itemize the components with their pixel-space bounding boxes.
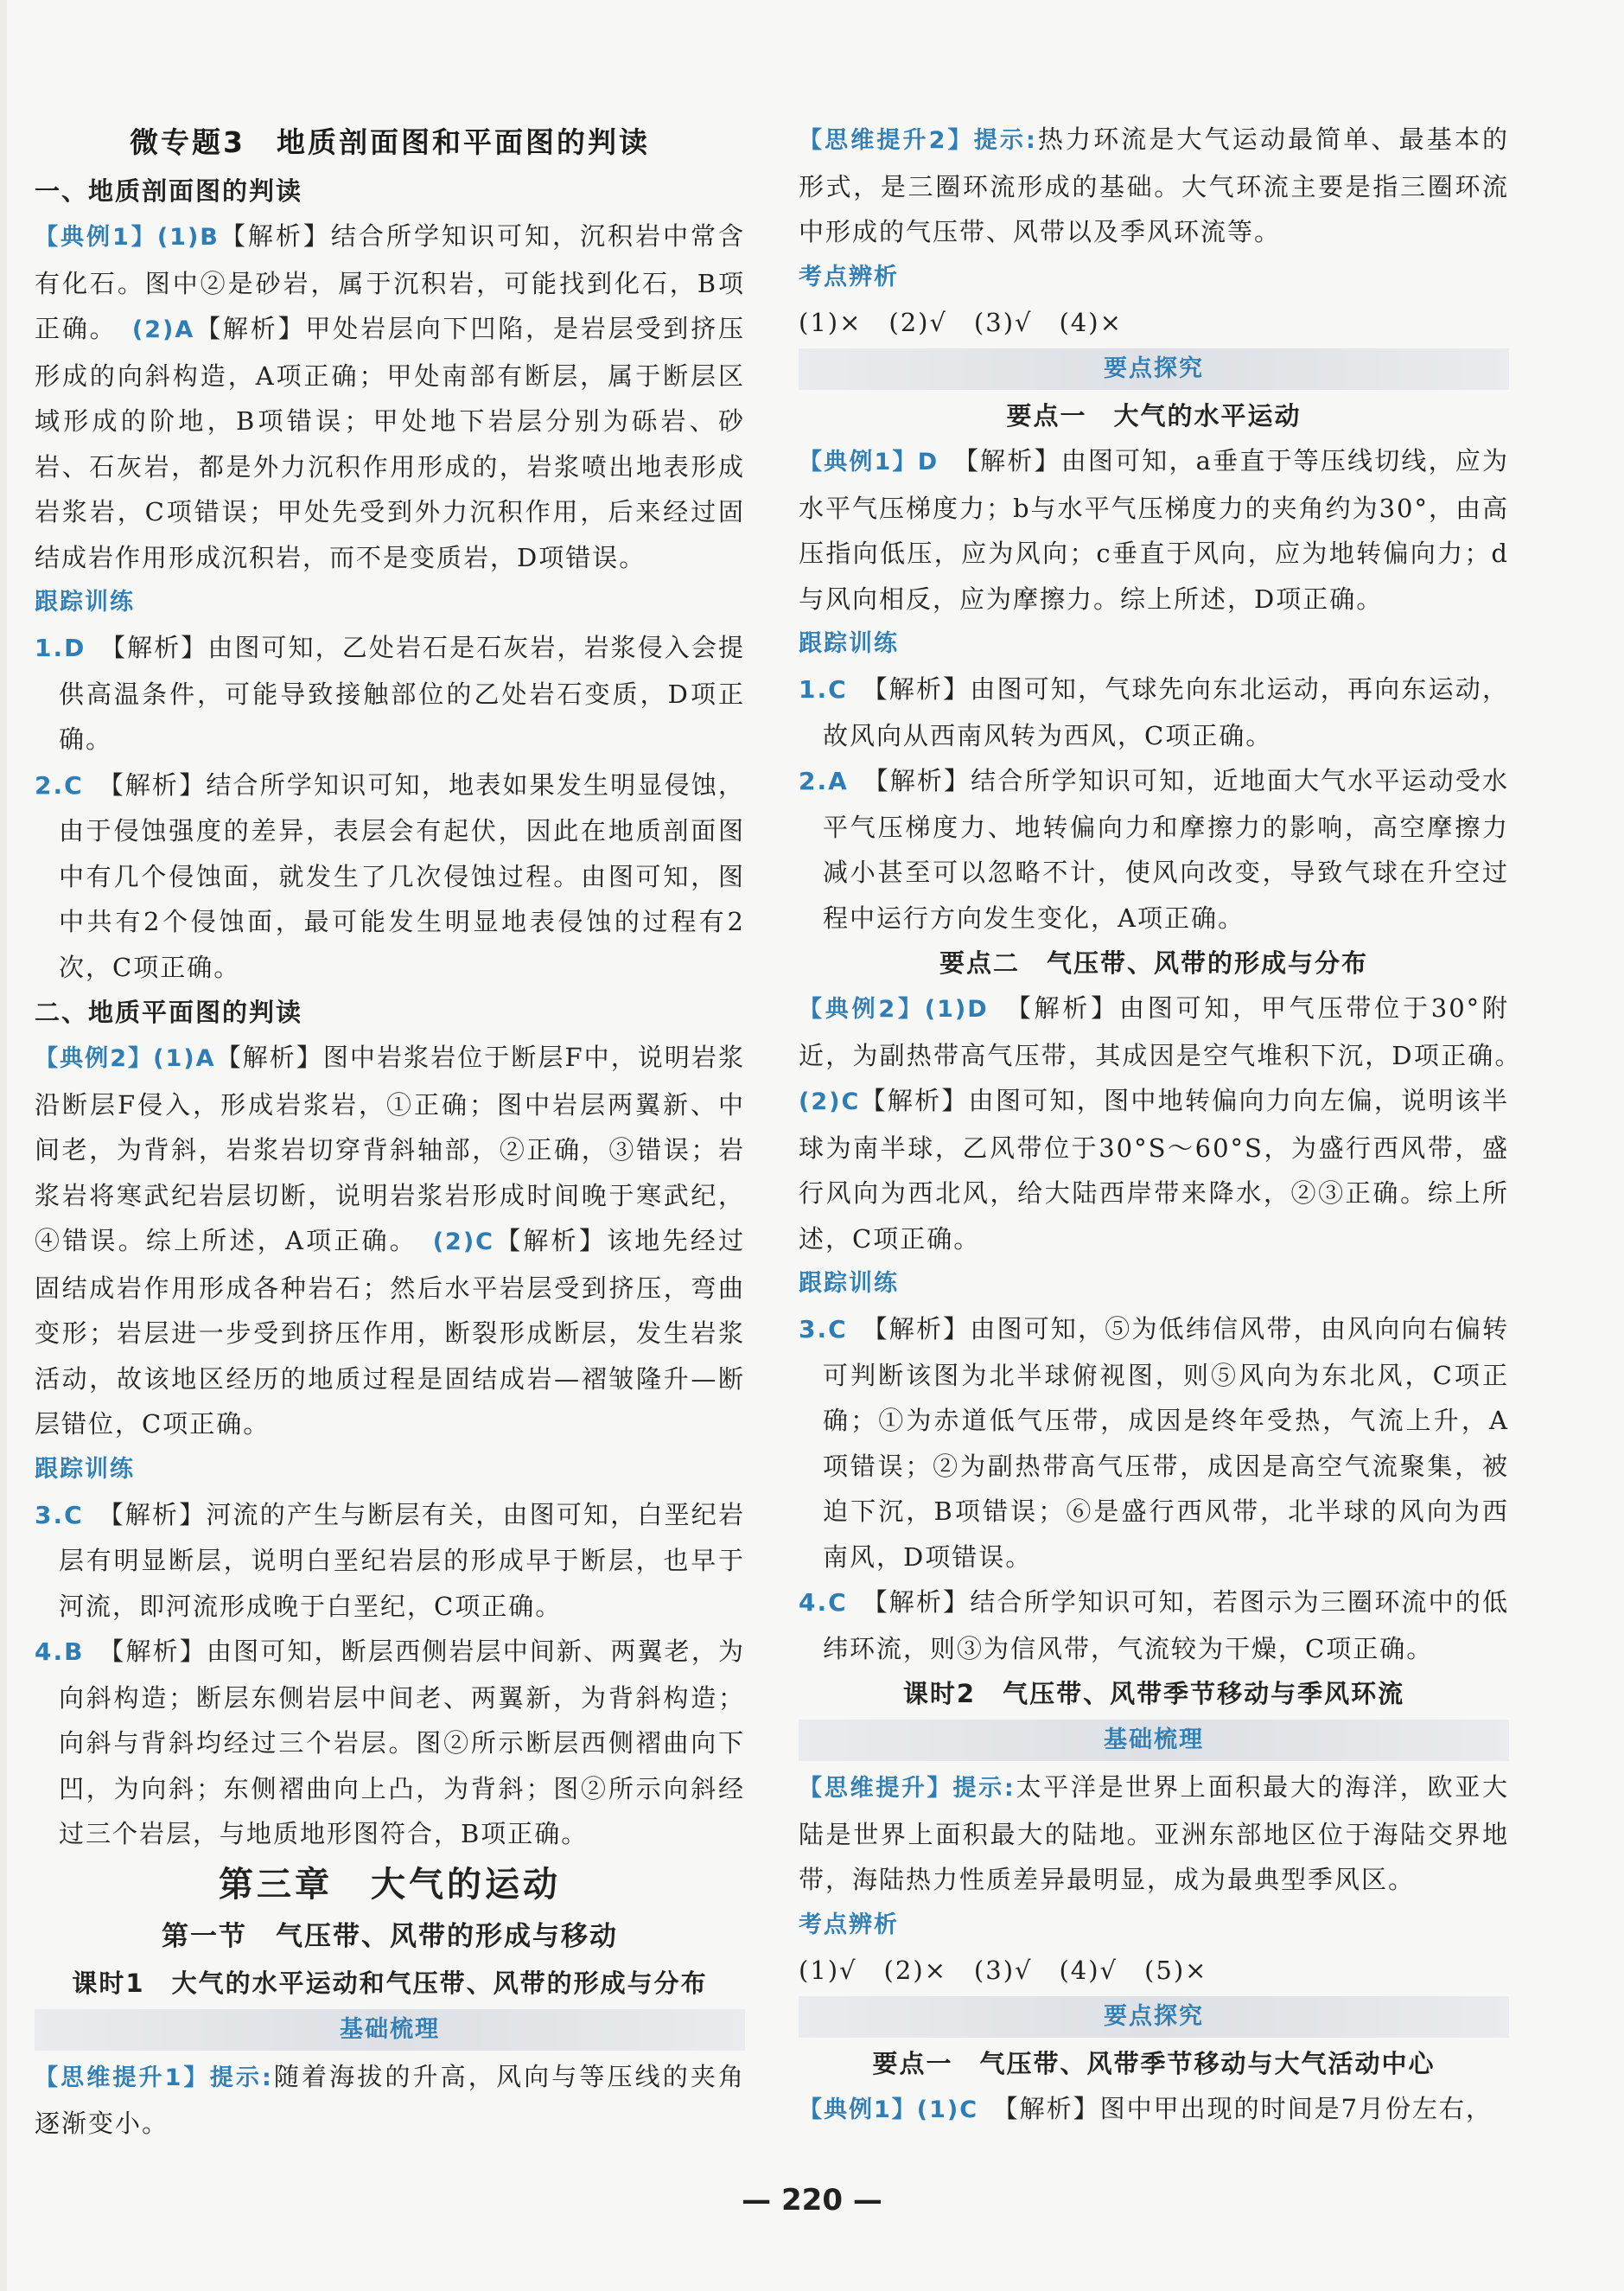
right-column [799,117,1509,2134]
point-title: 要点二 气压带、风带的形成与分布 [939,948,1368,978]
answer-number: 2.C [35,770,84,800]
example-text: 【解析】甲处岩层向下凹陷，是岩层受到挤压形成的向斜构造，A项正确；甲处南部有断层，属于断层区域形成的阶地，B项错误；甲处地下岩层分别为砾岩、砂岩、石灰岩，都是外力沉积作用形成的，岩浆喷出地表形成岩浆岩，C项错误；甲处先受到外力沉积作用，后来经过固结成岩作用形成沉积岩，而不是变质岩，D项错误。 [35,314,745,572]
example-text: 【解析】图中甲出现的时间是7月份左右， [1005,2094,1493,2123]
example-tag: (2)C [432,1228,494,1255]
think-text: 太平洋是世界上面积最大的海洋，欧亚大陆是世界上面积最大的陆地。亚洲东部地区位于海陆交界地带，海陆热力性质差异最明显，成为最典型季风区。 [799,1772,1509,1894]
example-3 [799,2086,1509,2134]
page-number: — 220 — [742,2183,882,2218]
section-heading: 一、地质剖面图的判读 [35,176,303,206]
example-text: 【解析】由图可知，甲气压带位于30°附近，为副热带高气压带，其成因是空气堆积下沉，D项正确。 [799,993,1509,1070]
example-tag: 【典例1】(1)B [35,224,220,251]
answer-number: 4.C [799,1588,848,1617]
band-heading: 基础梳理 [799,1720,1509,1761]
example-text: 【解析】图中岩浆岩位于断层F中，说明岩浆沿断层F侵入，形成岩浆岩，①正确；图中岩层两翼新、中间老，为背斜，岩浆岩切穿背斜轴部，②正确，③错误；岩浆岩将寒武纪岩层切断，说明岩浆岩形成时间晚于寒武纪，④错误。综上所述，A项正确。 [35,1043,745,1255]
answer-item [35,1492,745,1630]
section-heading: 二、地质平面图的判读 [35,998,303,1027]
answer-text: 【解析】由图可知，乙处岩石是石灰岩，岩浆侵入会提供高温条件，可能导致接触部位的乙处岩石变质，D项正确。 [59,633,745,754]
answer-item [799,1306,1509,1579]
think-tag: 【思维提升2】提示: [799,127,1037,154]
kd-heading: 考点辨析 [799,263,899,290]
example-text: 【解析】结合所学知识可知，沉积岩中常含有化石。图中②是砂岩，属于沉积岩，可能找到化石，B项正确。 [35,221,745,343]
answer-number: 4.B [35,1637,85,1666]
think-text: 热力环流是大气运动最简单、最基本的形式，是三圈环流形成的基础。大气环流主要是指三圈环流中形成的气压带、风带以及季风环流等。 [799,124,1509,246]
example-1 [799,438,1509,622]
example-2 [799,986,1509,1261]
example-tag: 【典例1】D [799,449,939,475]
answer-number: 1.D [35,634,86,662]
example-2 [35,1035,745,1447]
answer-text: 【解析】由图可知，⑤为低纬信风带，由风向向右偏转可判断该图为北半球俯视图，则⑤风向为东北风，C项正确；①为赤道低气压带，成因是终年受热，气流上升，A项错误；②为副热带高气压带，成因是高空气流聚集，被迫下沉，B项错误；⑥是盛行西风带，北半球的风向为西南风，D项错误。 [823,1314,1509,1572]
answer-item [799,758,1509,941]
left-column [35,117,745,2147]
track-heading: 跟踪训练 [35,589,135,616]
answer-text: 【解析】结合所学知识可知，近地面大气水平运动受水平气压梯度力、地转偏向力和摩擦力的影响，高空摩擦力减小甚至可以忽略不计，使风向改变，导致气球在升空过程中运行方向发生变化，A项正确。 [823,766,1509,933]
example-text: 【解析】由图可知，a垂直于等压线切线，应为水平气压梯度力；b与水平气压梯度力的夹角约为30°，由高压指向低压，应为风向；c垂直于风向，应为地转偏向力；d与风向相反，应为摩擦力。综上所述，D项正确。 [799,446,1509,614]
answer-item [799,1579,1509,1671]
answer-number: 3.C [799,1315,848,1343]
section-title: 第一节 气压带、风带的形成与移动 [162,1920,618,1952]
answer-item [799,667,1509,758]
example-text: 【解析】由图可知，图中地转偏向力向左偏，说明该半球为南半球，乙风带位于30°S～60°S，为盛行西风带，盛行风向为西北风，给大陆西岸带来降水，②③正确。综上所述，C项正确。 [799,1086,1509,1254]
think-2 [799,117,1509,255]
answer-text: 【解析】河流的产生与断层有关，由图可知，白垩纪岩层有明显断层，说明白垩纪岩层的形成早于断层，也早于河流，即河流形成晚于白垩纪，C项正确。 [59,1499,745,1621]
answer-item [35,1629,745,1857]
think-tag: 【思维提升】提示: [799,1775,1016,1802]
think-3 [799,1765,1509,1903]
answer-text: 【解析】结合所学知识可知，地表如果发生明显侵蚀，由于侵蚀强度的差异，表层会有起伏，因此在地质剖面图中有几个侵蚀面，就发生了几次侵蚀过程。由图可知，图中共有2个侵蚀面，最可能发生明显地表侵蚀的过程有2次，C项正确。 [59,769,745,982]
answer-number: 3.C [35,1500,84,1529]
band-heading: 要点探究 [799,1996,1509,2038]
band-heading: 要点探究 [799,348,1509,390]
example-tag: 【典例1】(1)C [799,2096,979,2123]
track-heading: 跟踪训练 [799,1270,899,1297]
example-text: 【解析】该地先经过固结成岩作用形成各种岩石；然后水平岩层受到挤压，弯曲变形；岩层进一步受到挤压作用，断裂形成断层，发生岩浆活动，故该地区经历的地质过程是固结成岩—褶皱隆升—断层错位，C项正确。 [35,1226,745,1439]
band-heading: 基础梳理 [35,2009,745,2051]
kd-answers: (1)× (2)√ (3)√ (4)× [799,307,1123,337]
point-title: 要点一 大气的水平运动 [1006,401,1302,431]
lesson-title: 课时1 大气的水平运动和气压带、风带的形成与分布 [72,1968,708,1998]
answer-text: 【解析】结合所学知识可知，若图示为三圈环流中的低纬环流，则③为信风带，气流较为干燥，C项正确。 [823,1587,1509,1663]
topic-title: 微专题3 地质剖面图和平面图的判读 [130,125,650,159]
answer-item [35,625,745,763]
kd-answers: (1)√ (2)× (3)√ (4)√ (5)× [799,1955,1208,1985]
answer-text: 【解析】由图可知，断层西侧岩层中间新、两翼老，为向斜构造；断层东侧岩层中间老、两翼新，为背斜构造；向斜与背斜均经过三个岩层。图②所示断层西侧褶曲向下凹，为向斜；东侧褶曲向上凸，为背斜；图②所示向斜经过三个岩层，与地质地形图符合，B项正确。 [59,1637,745,1848]
think-tag: 【思维提升1】提示: [35,2064,273,2091]
kd-heading: 考点辨析 [799,1911,899,1938]
answer-number: 2.A [799,767,849,795]
answer-item [35,763,745,991]
example-tag: (2)C [799,1088,861,1115]
answer-text: 【解析】由图可知，气球先向东北运动，再向东运动，故风向从西南风转为西风，C项正确。 [823,674,1509,750]
think-1 [35,2054,745,2147]
example-tag: 【典例2】(1)D [799,996,989,1023]
think-text: 随着海拔的升高，风向与等压线的夹角逐渐变小。 [35,2061,745,2138]
lesson-title: 课时2 气压带、风带季节移动与季风环流 [902,1679,1405,1708]
example-1 [35,214,745,580]
point-title: 要点一 气压带、风带季节移动与大气活动中心 [872,2049,1436,2078]
example-tag: (2)A [131,316,195,343]
example-tag: 【典例2】(1)A [35,1045,216,1072]
chapter-title: 第三章 大气的运动 [219,1863,561,1905]
page-edge [0,0,7,2291]
track-heading: 跟踪训练 [799,630,899,657]
track-heading: 跟踪训练 [35,1455,135,1483]
answer-number: 1.C [799,675,848,704]
